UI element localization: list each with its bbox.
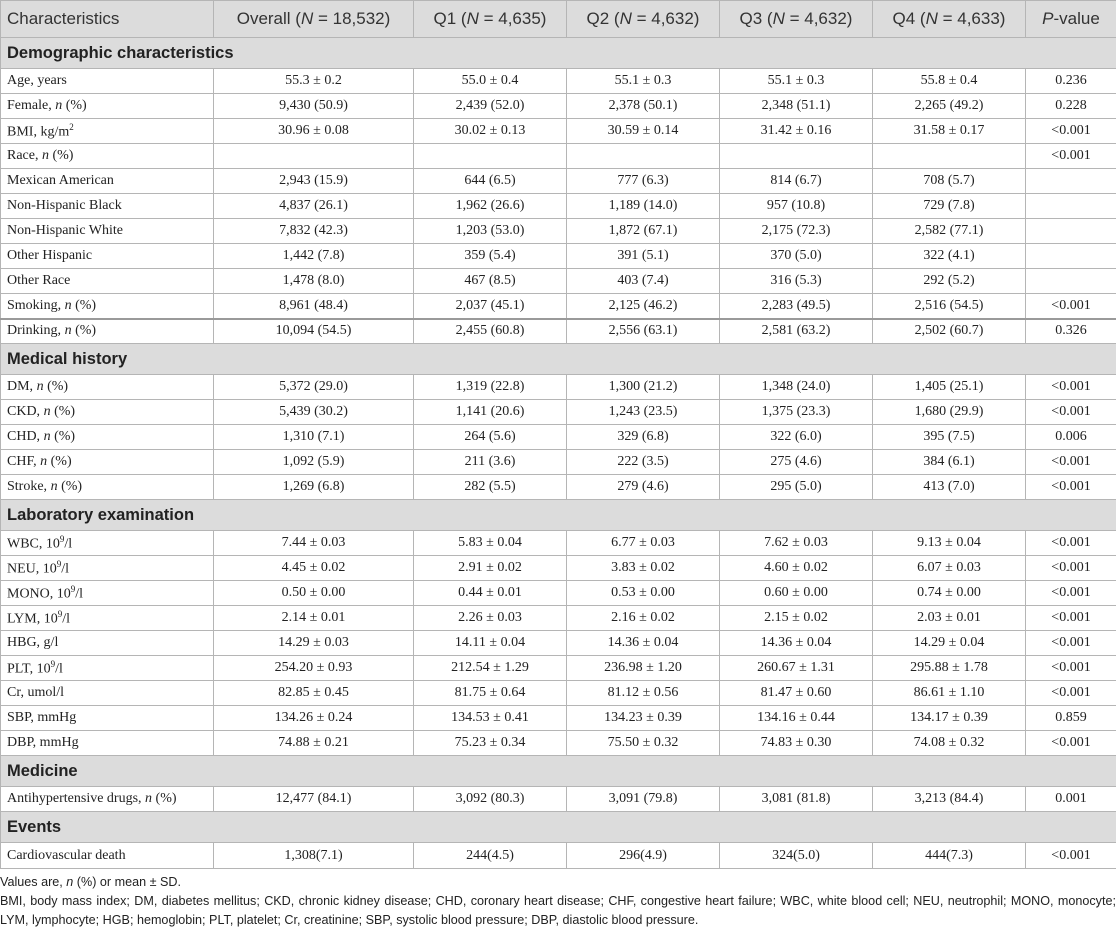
value-cell: 282 (5.5)	[414, 475, 567, 500]
value-cell: 1,308(7.1)	[214, 843, 414, 869]
value-cell	[414, 144, 567, 169]
value-cell: 1,141 (20.6)	[414, 400, 567, 425]
value-cell: 10,094 (54.5)	[214, 319, 414, 344]
value-cell: 0.74 ± 0.00	[873, 581, 1026, 606]
table-row	[1, 269, 1116, 294]
value-cell: 1,478 (8.0)	[214, 269, 414, 294]
value-cell: 2,581 (63.2)	[720, 319, 873, 344]
pvalue-cell: 0.859	[1026, 706, 1116, 731]
value-cell: 0.60 ± 0.00	[720, 581, 873, 606]
pvalue-cell: <0.001	[1026, 144, 1116, 169]
value-cell: 14.29 ± 0.04	[873, 631, 1026, 656]
pvalue-cell: 0.228	[1026, 94, 1116, 119]
value-cell: 254.20 ± 0.93	[214, 656, 414, 681]
section-title: Medical history	[1, 344, 1116, 375]
table-footnotes	[0, 873, 1116, 930]
value-cell: 2.14 ± 0.01	[214, 606, 414, 631]
row-label: WBC, $10^9/l$	[1, 531, 214, 556]
value-cell: 86.61 ± 1.10	[873, 681, 1026, 706]
pvalue-cell	[1026, 169, 1116, 194]
value-cell: 2,439 (52.0)	[414, 94, 567, 119]
value-cell: 81.75 ± 0.64	[414, 681, 567, 706]
value-cell: 74.83 ± 0.30	[720, 731, 873, 756]
row-label: Non-Hispanic Black	[1, 194, 214, 219]
value-cell: 391 (5.1)	[567, 244, 720, 269]
value-cell: 0.44 ± 0.01	[414, 581, 567, 606]
value-cell: 81.47 ± 0.60	[720, 681, 873, 706]
table-row	[1, 631, 1116, 656]
row-label: Stroke, n (%)	[1, 475, 214, 500]
pvalue-cell: <0.001	[1026, 475, 1116, 500]
table-row	[1, 244, 1116, 269]
table-row	[1, 606, 1116, 631]
value-cell: 2,265 (49.2)	[873, 94, 1026, 119]
value-cell: 395 (7.5)	[873, 425, 1026, 450]
table-row	[1, 169, 1116, 194]
row-label: Cardiovascular death	[1, 843, 214, 869]
table-row	[1, 731, 1116, 756]
value-cell: 444(7.3)	[873, 843, 1026, 869]
value-cell: 30.96 ± 0.08	[214, 119, 414, 144]
value-cell: 295.88 ± 1.78	[873, 656, 1026, 681]
value-cell: 1,243 (23.5)	[567, 400, 720, 425]
value-cell: 814 (6.7)	[720, 169, 873, 194]
value-cell: 134.26 ± 0.24	[214, 706, 414, 731]
table-row	[1, 656, 1116, 681]
value-cell: 1,310 (7.1)	[214, 425, 414, 450]
value-cell: 74.88 ± 0.21	[214, 731, 414, 756]
value-cell: 31.42 ± 0.16	[720, 119, 873, 144]
section-header-row	[1, 344, 1116, 375]
value-cell: 2,502 (60.7)	[873, 319, 1026, 344]
value-cell: 1,680 (29.9)	[873, 400, 1026, 425]
value-cell: 14.29 ± 0.03	[214, 631, 414, 656]
pvalue-cell: <0.001	[1026, 119, 1116, 144]
value-cell: 4,837 (26.1)	[214, 194, 414, 219]
value-cell: 3.83 ± 0.02	[567, 556, 720, 581]
header-q1: Q1 (N = 4,635)	[414, 1, 567, 38]
section-title: Demographic characteristics	[1, 38, 1116, 69]
pvalue-cell: 0.236	[1026, 69, 1116, 94]
row-label: Antihypertensive drugs, n (%)	[1, 787, 214, 812]
value-cell: 3,091 (79.8)	[567, 787, 720, 812]
row-label: DBP, mmHg	[1, 731, 214, 756]
pvalue-cell: <0.001	[1026, 294, 1116, 319]
value-cell: 2,582 (77.1)	[873, 219, 1026, 244]
value-cell: 1,300 (21.2)	[567, 375, 720, 400]
value-cell: 329 (6.8)	[567, 425, 720, 450]
value-cell: 1,872 (67.1)	[567, 219, 720, 244]
table-row	[1, 475, 1116, 500]
pvalue-cell: <0.001	[1026, 631, 1116, 656]
table-body	[1, 38, 1116, 869]
value-cell: 324(5.0)	[720, 843, 873, 869]
value-cell: 777 (6.3)	[567, 169, 720, 194]
value-cell: 3,092 (80.3)	[414, 787, 567, 812]
value-cell: 2.26 ± 0.03	[414, 606, 567, 631]
value-cell: 1,203 (53.0)	[414, 219, 567, 244]
value-cell	[720, 144, 873, 169]
value-cell: 5,372 (29.0)	[214, 375, 414, 400]
value-cell: 5,439 (30.2)	[214, 400, 414, 425]
value-cell: 75.23 ± 0.34	[414, 731, 567, 756]
row-label: Other Race	[1, 269, 214, 294]
row-label: Drinking, n (%)	[1, 319, 214, 344]
value-cell: 295 (5.0)	[720, 475, 873, 500]
table-row	[1, 219, 1116, 244]
value-cell: 275 (4.6)	[720, 450, 873, 475]
value-cell: 14.36 ± 0.04	[567, 631, 720, 656]
value-cell: 134.53 ± 0.41	[414, 706, 567, 731]
table-row	[1, 375, 1116, 400]
row-label: CHD, n (%)	[1, 425, 214, 450]
table-row	[1, 294, 1116, 319]
value-cell: 81.12 ± 0.56	[567, 681, 720, 706]
value-cell: 7.44 ± 0.03	[214, 531, 414, 556]
pvalue-cell: <0.001	[1026, 400, 1116, 425]
value-cell: 212.54 ± 1.29	[414, 656, 567, 681]
table-row	[1, 425, 1116, 450]
value-cell: 1,189 (14.0)	[567, 194, 720, 219]
value-cell: 2,455 (60.8)	[414, 319, 567, 344]
row-label: PLT, $10^9/l$	[1, 656, 214, 681]
value-cell: 322 (6.0)	[720, 425, 873, 450]
pvalue-cell: <0.001	[1026, 606, 1116, 631]
value-cell: 55.0 ± 0.4	[414, 69, 567, 94]
table-row	[1, 94, 1116, 119]
row-label: HBG, g/l	[1, 631, 214, 656]
value-cell: 1,319 (22.8)	[414, 375, 567, 400]
table-row	[1, 119, 1116, 144]
row-label: LYM, $10^9/l$	[1, 606, 214, 631]
pvalue-cell: <0.001	[1026, 681, 1116, 706]
value-cell: 9,430 (50.9)	[214, 94, 414, 119]
value-cell: 4.60 ± 0.02	[720, 556, 873, 581]
pvalue-cell: <0.001	[1026, 656, 1116, 681]
value-cell: 31.58 ± 0.17	[873, 119, 1026, 144]
value-cell: 1,405 (25.1)	[873, 375, 1026, 400]
header-q4: Q4 (N = 4,633)	[873, 1, 1026, 38]
value-cell: 2,348 (51.1)	[720, 94, 873, 119]
value-cell: 1,375 (23.3)	[720, 400, 873, 425]
value-cell: 957 (10.8)	[720, 194, 873, 219]
header-pvalue: P-value	[1026, 1, 1116, 38]
table-row	[1, 144, 1116, 169]
row-label: CHF, n (%)	[1, 450, 214, 475]
value-cell: 14.36 ± 0.04	[720, 631, 873, 656]
pvalue-cell: <0.001	[1026, 375, 1116, 400]
value-cell: 4.45 ± 0.02	[214, 556, 414, 581]
value-cell: 264 (5.6)	[414, 425, 567, 450]
value-cell: 2,125 (46.2)	[567, 294, 720, 319]
value-cell: 134.17 ± 0.39	[873, 706, 1026, 731]
table-row	[1, 319, 1116, 344]
table-row	[1, 706, 1116, 731]
value-cell: 359 (5.4)	[414, 244, 567, 269]
value-cell: 322 (4.1)	[873, 244, 1026, 269]
table-row	[1, 556, 1116, 581]
pvalue-cell	[1026, 219, 1116, 244]
pvalue-cell: <0.001	[1026, 731, 1116, 756]
value-cell: 30.02 ± 0.13	[414, 119, 567, 144]
pvalue-cell: 0.326	[1026, 319, 1116, 344]
row-label: Mexican American	[1, 169, 214, 194]
value-cell: 708 (5.7)	[873, 169, 1026, 194]
row-label: BMI, $kg/m^2$	[1, 119, 214, 144]
value-cell: 74.08 ± 0.32	[873, 731, 1026, 756]
pvalue-cell	[1026, 194, 1116, 219]
value-cell: 0.53 ± 0.00	[567, 581, 720, 606]
value-cell	[567, 144, 720, 169]
value-cell: 75.50 ± 0.32	[567, 731, 720, 756]
table-header-row	[1, 1, 1116, 38]
row-label: CKD, n (%)	[1, 400, 214, 425]
table-row	[1, 400, 1116, 425]
value-cell: 1,092 (5.9)	[214, 450, 414, 475]
value-cell: 7,832 (42.3)	[214, 219, 414, 244]
value-cell: 6.77 ± 0.03	[567, 531, 720, 556]
value-cell: 370 (5.0)	[720, 244, 873, 269]
pvalue-cell: <0.001	[1026, 556, 1116, 581]
value-cell: 55.3 ± 0.2	[214, 69, 414, 94]
row-label: Other Hispanic	[1, 244, 214, 269]
value-cell: 2,037 (45.1)	[414, 294, 567, 319]
value-cell: 82.85 ± 0.45	[214, 681, 414, 706]
value-cell: 2,556 (63.1)	[567, 319, 720, 344]
row-label: Smoking, n (%)	[1, 294, 214, 319]
value-cell: 296(4.9)	[567, 843, 720, 869]
pvalue-cell	[1026, 244, 1116, 269]
table-row	[1, 69, 1116, 94]
value-cell: 1,269 (6.8)	[214, 475, 414, 500]
pvalue-cell: <0.001	[1026, 581, 1116, 606]
footnote-abbreviations: BMI, body mass index; DM, diabetes mellitus; CKD, chronic kidney disease; CHD, coronary heart disease; CHF, congestive heart failure; WBC, white blood cell; NEU, neutrophil; MONO, monocyte; LYM, lymphocyte; HGB; hemoglobin; PLT, platelet; Cr, creatinine; SBP, systolic blood pressure; DBP, diastolic blood pressure.	[0, 894, 1116, 927]
section-title: Medicine	[1, 756, 1116, 787]
value-cell: 134.23 ± 0.39	[567, 706, 720, 731]
value-cell: 1,442 (7.8)	[214, 244, 414, 269]
section-header-row	[1, 500, 1116, 531]
pvalue-cell: <0.001	[1026, 450, 1116, 475]
value-cell: 292 (5.2)	[873, 269, 1026, 294]
value-cell: 30.59 ± 0.14	[567, 119, 720, 144]
value-cell: 2,175 (72.3)	[720, 219, 873, 244]
value-cell: 729 (7.8)	[873, 194, 1026, 219]
value-cell: 134.16 ± 0.44	[720, 706, 873, 731]
value-cell: 0.50 ± 0.00	[214, 581, 414, 606]
value-cell: 1,962 (26.6)	[414, 194, 567, 219]
value-cell: 55.1 ± 0.3	[720, 69, 873, 94]
table-row	[1, 194, 1116, 219]
value-cell: 236.98 ± 1.20	[567, 656, 720, 681]
value-cell: 467 (8.5)	[414, 269, 567, 294]
header-q2: Q2 (N = 4,632)	[567, 1, 720, 38]
value-cell: 3,213 (84.4)	[873, 787, 1026, 812]
value-cell: 8,961 (48.4)	[214, 294, 414, 319]
table-row	[1, 531, 1116, 556]
value-cell	[873, 144, 1026, 169]
value-cell: 222 (3.5)	[567, 450, 720, 475]
value-cell: 2.15 ± 0.02	[720, 606, 873, 631]
value-cell: 6.07 ± 0.03	[873, 556, 1026, 581]
value-cell: 384 (6.1)	[873, 450, 1026, 475]
value-cell: 211 (3.6)	[414, 450, 567, 475]
footnote-values: Values are, n (%) or mean ± SD.	[0, 875, 181, 889]
value-cell: 7.62 ± 0.03	[720, 531, 873, 556]
row-label: Race, n (%)	[1, 144, 214, 169]
pvalue-cell	[1026, 269, 1116, 294]
table-row	[1, 581, 1116, 606]
value-cell: 9.13 ± 0.04	[873, 531, 1026, 556]
value-cell: 2.16 ± 0.02	[567, 606, 720, 631]
value-cell: 55.8 ± 0.4	[873, 69, 1026, 94]
value-cell: 2,283 (49.5)	[720, 294, 873, 319]
table-row	[1, 681, 1116, 706]
section-header-row	[1, 38, 1116, 69]
pvalue-cell: 0.001	[1026, 787, 1116, 812]
value-cell: 55.1 ± 0.3	[567, 69, 720, 94]
value-cell: 3,081 (81.8)	[720, 787, 873, 812]
section-header-row	[1, 756, 1116, 787]
value-cell: 5.83 ± 0.04	[414, 531, 567, 556]
value-cell: 2,378 (50.1)	[567, 94, 720, 119]
value-cell: 2,943 (15.9)	[214, 169, 414, 194]
row-label: Non-Hispanic White	[1, 219, 214, 244]
table-row	[1, 450, 1116, 475]
value-cell: 1,348 (24.0)	[720, 375, 873, 400]
section-title: Laboratory examination	[1, 500, 1116, 531]
value-cell: 279 (4.6)	[567, 475, 720, 500]
row-label: NEU, $10^9/l$	[1, 556, 214, 581]
value-cell: 14.11 ± 0.04	[414, 631, 567, 656]
row-label: Cr, umol/l	[1, 681, 214, 706]
value-cell: 260.67 ± 1.31	[720, 656, 873, 681]
header-characteristics: Characteristics	[1, 1, 214, 38]
section-header-row	[1, 812, 1116, 843]
pvalue-cell: 0.006	[1026, 425, 1116, 450]
value-cell: 2.91 ± 0.02	[414, 556, 567, 581]
row-label: DM, n (%)	[1, 375, 214, 400]
row-label: SBP, mmHg	[1, 706, 214, 731]
value-cell: 403 (7.4)	[567, 269, 720, 294]
value-cell: 2.03 ± 0.01	[873, 606, 1026, 631]
header-overall: Overall (N = 18,532)	[214, 1, 414, 38]
value-cell: 244(4.5)	[414, 843, 567, 869]
header-q3: Q3 (N = 4,632)	[720, 1, 873, 38]
pvalue-cell: <0.001	[1026, 531, 1116, 556]
value-cell: 12,477 (84.1)	[214, 787, 414, 812]
value-cell: 316 (5.3)	[720, 269, 873, 294]
value-cell	[214, 144, 414, 169]
value-cell: 644 (6.5)	[414, 169, 567, 194]
pvalue-cell: <0.001	[1026, 843, 1116, 869]
value-cell: 2,516 (54.5)	[873, 294, 1026, 319]
section-title: Events	[1, 812, 1116, 843]
row-label: Female, n (%)	[1, 94, 214, 119]
table-row	[1, 843, 1116, 869]
table-row	[1, 787, 1116, 812]
row-label: MONO, $10^9/l$	[1, 581, 214, 606]
value-cell: 413 (7.0)	[873, 475, 1026, 500]
row-label: Age, years	[1, 69, 214, 94]
